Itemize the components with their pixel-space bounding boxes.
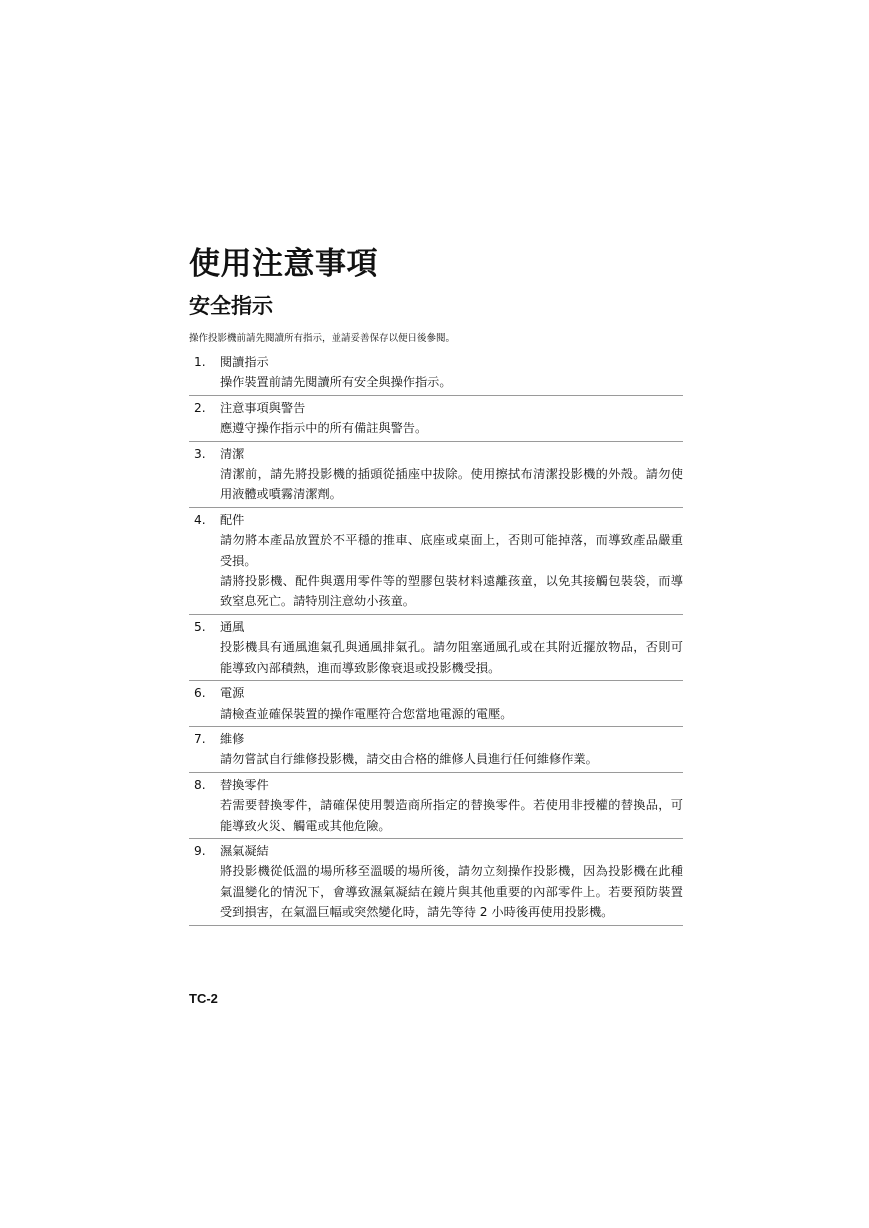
item-title: 濕氣凝結 — [220, 843, 269, 858]
item-text: 操作裝置前請先閱讀所有安全與操作指示。 — [220, 375, 452, 390]
instruction-item — [189, 615, 683, 681]
item-number: 2. — [194, 400, 206, 415]
item-text: 應遵守操作指示中的所有備註與警告。 — [220, 421, 428, 436]
item-text: 若需要替換零件，請確保使用製造商所指定的替換零件。若使用非授權的替換品，可能導致火災、觸電或其他危險。 — [220, 798, 683, 833]
item-title: 替換零件 — [220, 777, 269, 792]
instruction-item — [189, 442, 683, 508]
item-number: 8. — [194, 777, 206, 792]
instruction-item — [189, 727, 683, 773]
instruction-item — [189, 508, 683, 615]
item-text: 請檢查並確保裝置的操作電壓符合您當地電源的電壓。 — [220, 706, 513, 721]
instruction-item — [189, 396, 683, 442]
item-number: 9. — [194, 843, 206, 858]
section-title: 安全指示 — [189, 294, 273, 318]
item-title: 通風 — [220, 619, 245, 634]
page-title: 使用注意事項 — [189, 246, 378, 282]
item-text: 投影機具有通風進氣孔與通風排氣孔。請勿阻塞通風孔或在其附近擺放物品，否則可能導致內部積熱，進而導致影像衰退或投影機受損。 — [220, 640, 683, 675]
intro-text: 操作投影機前請先閱讀所有指示，並請妥善保存以便日後參閱。 — [189, 333, 456, 344]
item-number: 7. — [194, 731, 206, 746]
item-number: 1. — [194, 355, 206, 369]
item-text: 請勿嘗試自行維修投影機，請交由合格的維修人員進行任何維修作業。 — [220, 752, 598, 767]
instruction-list — [189, 350, 683, 926]
item-text: 將投影機從低溫的場所移至溫暖的場所後，請勿立刻操作投影機，因為投影機在此種氣溫變化的情況下，會導致濕氣凝結在鏡片與其他重要的內部零件上。若要預防裝置受到損害，在氣溫巨幅或突然變化時，請先等待 2 小時後再使用投影機。 — [220, 864, 683, 920]
item-number: 6. — [194, 686, 206, 701]
item-title: 閱讀指示 — [220, 355, 269, 369]
item-title: 清潔 — [220, 446, 245, 461]
item-title: 電源 — [220, 686, 245, 701]
item-text: 清潔前，請先將投影機的插頭從插座中拔除。使用擦拭布清潔投影機的外殼。請勿使用液體或噴霧清潔劑。 — [220, 467, 683, 502]
item-text: 請勿將本產品放置於不平穩的推車、底座或桌面上，否則可能掉落，而導致產品嚴重受損。 — [220, 533, 683, 568]
item-title: 配件 — [220, 512, 245, 527]
page-number: TC-2 — [189, 991, 218, 1006]
instruction-item — [189, 839, 683, 926]
item-text: 請將投影機、配件與選用零件等的塑膠包裝材料遠離孩童，以免其接觸包裝袋，而導致窒息死亡。請特別注意幼小孩童。 — [220, 574, 683, 609]
item-title: 維修 — [220, 731, 245, 746]
item-title: 注意事項與警告 — [220, 400, 306, 415]
item-number: 4. — [194, 512, 206, 527]
item-number: 5. — [194, 619, 206, 634]
instruction-item — [189, 681, 683, 727]
instruction-item — [189, 350, 683, 396]
instruction-item — [189, 773, 683, 839]
item-number: 3. — [194, 446, 206, 461]
